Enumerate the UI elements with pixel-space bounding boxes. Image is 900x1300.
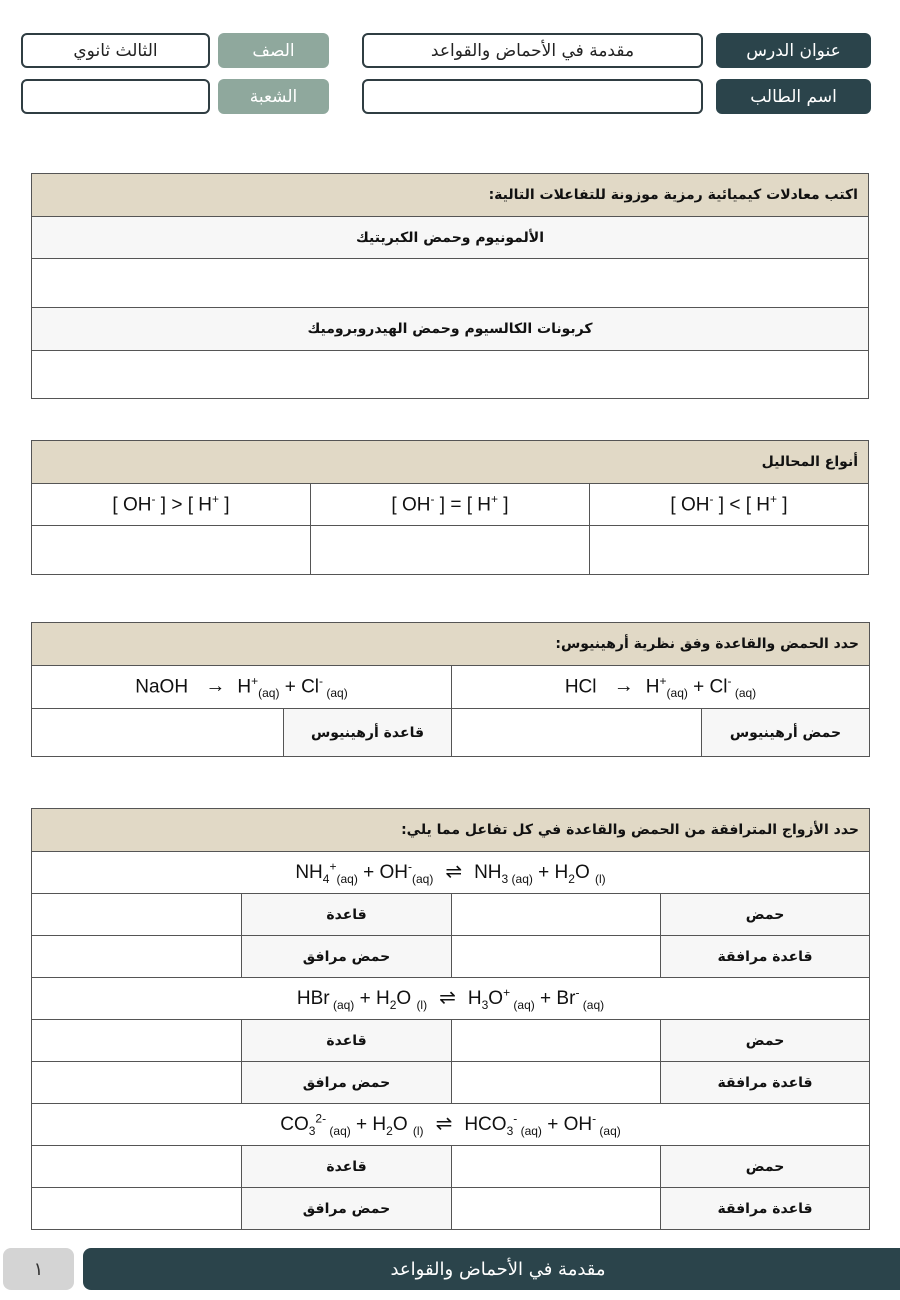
label-acid: حمض — [661, 1020, 870, 1062]
q2-title: أنواع المحاليل — [32, 441, 869, 484]
equation-part: 2 — [568, 871, 575, 886]
solution-type-acidic — [590, 484, 869, 526]
footer-title: مقدمة في الأحماض والقواعد — [83, 1248, 900, 1290]
answer-acid[interactable] — [452, 894, 661, 936]
equation-part: ] — [498, 494, 509, 516]
equation-part: + — [769, 492, 777, 507]
student-name-field[interactable] — [362, 79, 703, 114]
equation-part: + — [329, 859, 337, 874]
equation-part: ] — [219, 494, 230, 516]
equation-part: (aq) — [510, 997, 535, 1012]
arrhenius-acid-label: حمض أرهينيوس — [702, 709, 870, 757]
label-conj_acid: حمض مرافق — [242, 936, 452, 978]
label-base: قاعدة — [242, 1146, 452, 1188]
q1-item: الألمونيوم وحمض الكبريتيك — [32, 217, 869, 259]
equation-part: O — [392, 1114, 413, 1136]
equation-part: - — [513, 1111, 518, 1126]
equation-part: ] > [ H — [155, 494, 212, 516]
answer-acid[interactable] — [452, 1146, 661, 1188]
q3-title: حدد الحمض والقاعدة وفق نظرية أرهينيوس: — [32, 623, 870, 666]
answer-conj_base[interactable] — [452, 1188, 661, 1230]
label-conj_base: قاعدة مرافقة — [661, 1062, 870, 1104]
equation-part: - — [592, 1111, 597, 1126]
equation-part: (l) — [412, 1123, 424, 1138]
arrhenius-acid-answer[interactable] — [452, 709, 702, 757]
equation-part: [ OH — [670, 494, 710, 516]
label-conj_acid: حمض مرافق — [242, 1062, 452, 1104]
equation-part: (aq) — [258, 686, 280, 701]
equation-part: - — [575, 985, 580, 1000]
equation-part: 3 — [308, 1123, 316, 1138]
reaction-equation — [32, 978, 870, 1020]
equation-part: (aq) — [336, 871, 358, 886]
equation-part: - — [709, 492, 714, 507]
equation-part: + H — [532, 862, 569, 884]
equation-part: - — [727, 673, 732, 688]
equilibrium-arrow-icon: ⇌ — [435, 1113, 453, 1136]
equation-part: O — [396, 988, 417, 1010]
answer-base[interactable] — [32, 894, 242, 936]
solution-type-neutral — [311, 484, 590, 526]
equation-part: 4 — [322, 871, 330, 886]
equation-part: (aq) — [323, 686, 348, 701]
label-base: قاعدة — [242, 894, 452, 936]
equation-part: 3 — [481, 997, 489, 1012]
equation-part: (l) — [595, 871, 606, 886]
equation-part: 2 — [386, 1123, 393, 1138]
equation-part: 2- — [315, 1111, 327, 1126]
equation-part: + OH — [541, 1114, 593, 1136]
label-conj_base: قاعدة مرافقة — [661, 936, 870, 978]
equation-part: CO — [280, 1114, 309, 1136]
equation-part: + — [251, 673, 259, 688]
equation-part: NH — [474, 862, 502, 884]
equation-part: H — [467, 988, 482, 1010]
equation-part: + H — [354, 988, 390, 1010]
equation-part: (aq) — [731, 686, 757, 701]
reaction-arrow-icon: → — [613, 675, 634, 698]
equation-part: - — [151, 492, 156, 507]
arrhenius-base-label: قاعدة أرهينيوس — [284, 709, 452, 757]
equation-part: - — [407, 859, 412, 874]
equation-part: + H — [350, 1114, 387, 1136]
equation-part: + — [503, 985, 511, 1000]
equation-part: + — [659, 673, 667, 688]
equation-part: ] — [777, 494, 788, 516]
section-field[interactable] — [21, 79, 210, 114]
equation-part: (aq) — [579, 997, 605, 1012]
equation-part: O — [574, 862, 596, 884]
answer-base[interactable] — [32, 1146, 242, 1188]
equation-part: + — [211, 492, 219, 507]
answer-conj_acid[interactable] — [32, 1062, 242, 1104]
label-conj_base: قاعدة مرافقة — [661, 1188, 870, 1230]
grade-label: الصف — [218, 33, 329, 68]
label-conj_acid: حمض مرافق — [242, 1188, 452, 1230]
q1-answer-cell[interactable] — [32, 259, 869, 308]
answer-conj_acid[interactable] — [32, 936, 242, 978]
page-number: ١ — [3, 1248, 74, 1290]
equation-part: 2 — [389, 997, 397, 1012]
section-label: الشعبة — [218, 79, 329, 114]
equation-part: + Cl — [279, 676, 320, 698]
equation-part: [ OH — [391, 494, 431, 516]
equation-part: HBr — [296, 988, 330, 1010]
equation-part: - — [430, 492, 435, 507]
label-acid: حمض — [661, 894, 870, 936]
equation-part: HCl — [564, 676, 602, 698]
equation-part: HCO — [464, 1114, 507, 1136]
answer-conj_acid[interactable] — [32, 1188, 242, 1230]
equation-part: (aq) — [596, 1123, 621, 1138]
solution-type-basic — [32, 484, 311, 526]
label-base: قاعدة — [242, 1020, 452, 1062]
equation-part: NaOH — [135, 676, 194, 698]
q4-title: حدد الأزواج المترافقة من الحمض والقاعدة في كل تفاعل مما يلي: — [32, 809, 870, 852]
equation-part: + OH — [357, 862, 408, 884]
q2-answer-cell[interactable] — [590, 526, 869, 575]
equilibrium-arrow-icon: ⇌ — [439, 987, 456, 1010]
equilibrium-arrow-icon: ⇌ — [445, 861, 463, 884]
equation-part: (aq) — [326, 1123, 351, 1138]
equation-part: 3 — [506, 1123, 514, 1138]
equation-part: (aq) — [411, 871, 434, 886]
answer-base[interactable] — [32, 1020, 242, 1062]
equation-part: ] < [ H — [713, 494, 770, 516]
equation-part: H — [645, 676, 660, 698]
arrhenius-base-answer[interactable] — [32, 709, 284, 757]
q1-answer-cell[interactable] — [32, 351, 869, 399]
equation-part: [ OH — [112, 494, 152, 516]
answer-conj_base[interactable] — [452, 1062, 661, 1104]
equations-table — [31, 173, 869, 399]
student-name-label: اسم الطالب — [716, 79, 871, 114]
q2-answer-cell[interactable] — [311, 526, 590, 575]
equation-part: + Br — [534, 988, 576, 1010]
reaction-equation — [32, 1104, 870, 1146]
q1-title: اكتب معادلات كيميائية رمزية موزونة للتفاعلات التالية: — [32, 174, 869, 217]
reaction-equation — [32, 852, 870, 894]
q1-item: كربونات الكالسيوم وحمض الهيدروبروميك — [32, 308, 869, 351]
q2-answer-cell[interactable] — [32, 526, 311, 575]
equation-part: - — [319, 673, 324, 688]
equation-part: (aq) — [329, 997, 355, 1012]
equation-part: + — [490, 492, 498, 507]
equation-part: NH — [295, 862, 323, 884]
arrhenius-table — [31, 622, 870, 757]
grade-field[interactable]: الثالث ثانوي — [21, 33, 210, 68]
base-equation — [32, 666, 452, 709]
conjugate-pairs-table — [31, 808, 870, 1230]
answer-acid[interactable] — [452, 1020, 661, 1062]
equation-part: ] = [ H — [434, 494, 491, 516]
acid-equation — [452, 666, 870, 709]
lesson-title-field[interactable]: مقدمة في الأحماض والقواعد — [362, 33, 703, 68]
solution-types-table — [31, 440, 869, 575]
equation-part: (aq) — [517, 1123, 542, 1138]
label-acid: حمض — [661, 1146, 870, 1188]
equation-part: (l) — [416, 997, 428, 1012]
equation-part: + Cl — [687, 676, 728, 698]
equation-part: 3 (aq) — [501, 871, 533, 886]
reaction-arrow-icon: → — [205, 675, 226, 698]
lesson-title-label: عنوان الدرس — [716, 33, 871, 68]
equation-part: H — [237, 676, 252, 698]
equation-part: (aq) — [666, 686, 688, 701]
answer-conj_base[interactable] — [452, 936, 661, 978]
equation-part: O — [488, 988, 504, 1010]
